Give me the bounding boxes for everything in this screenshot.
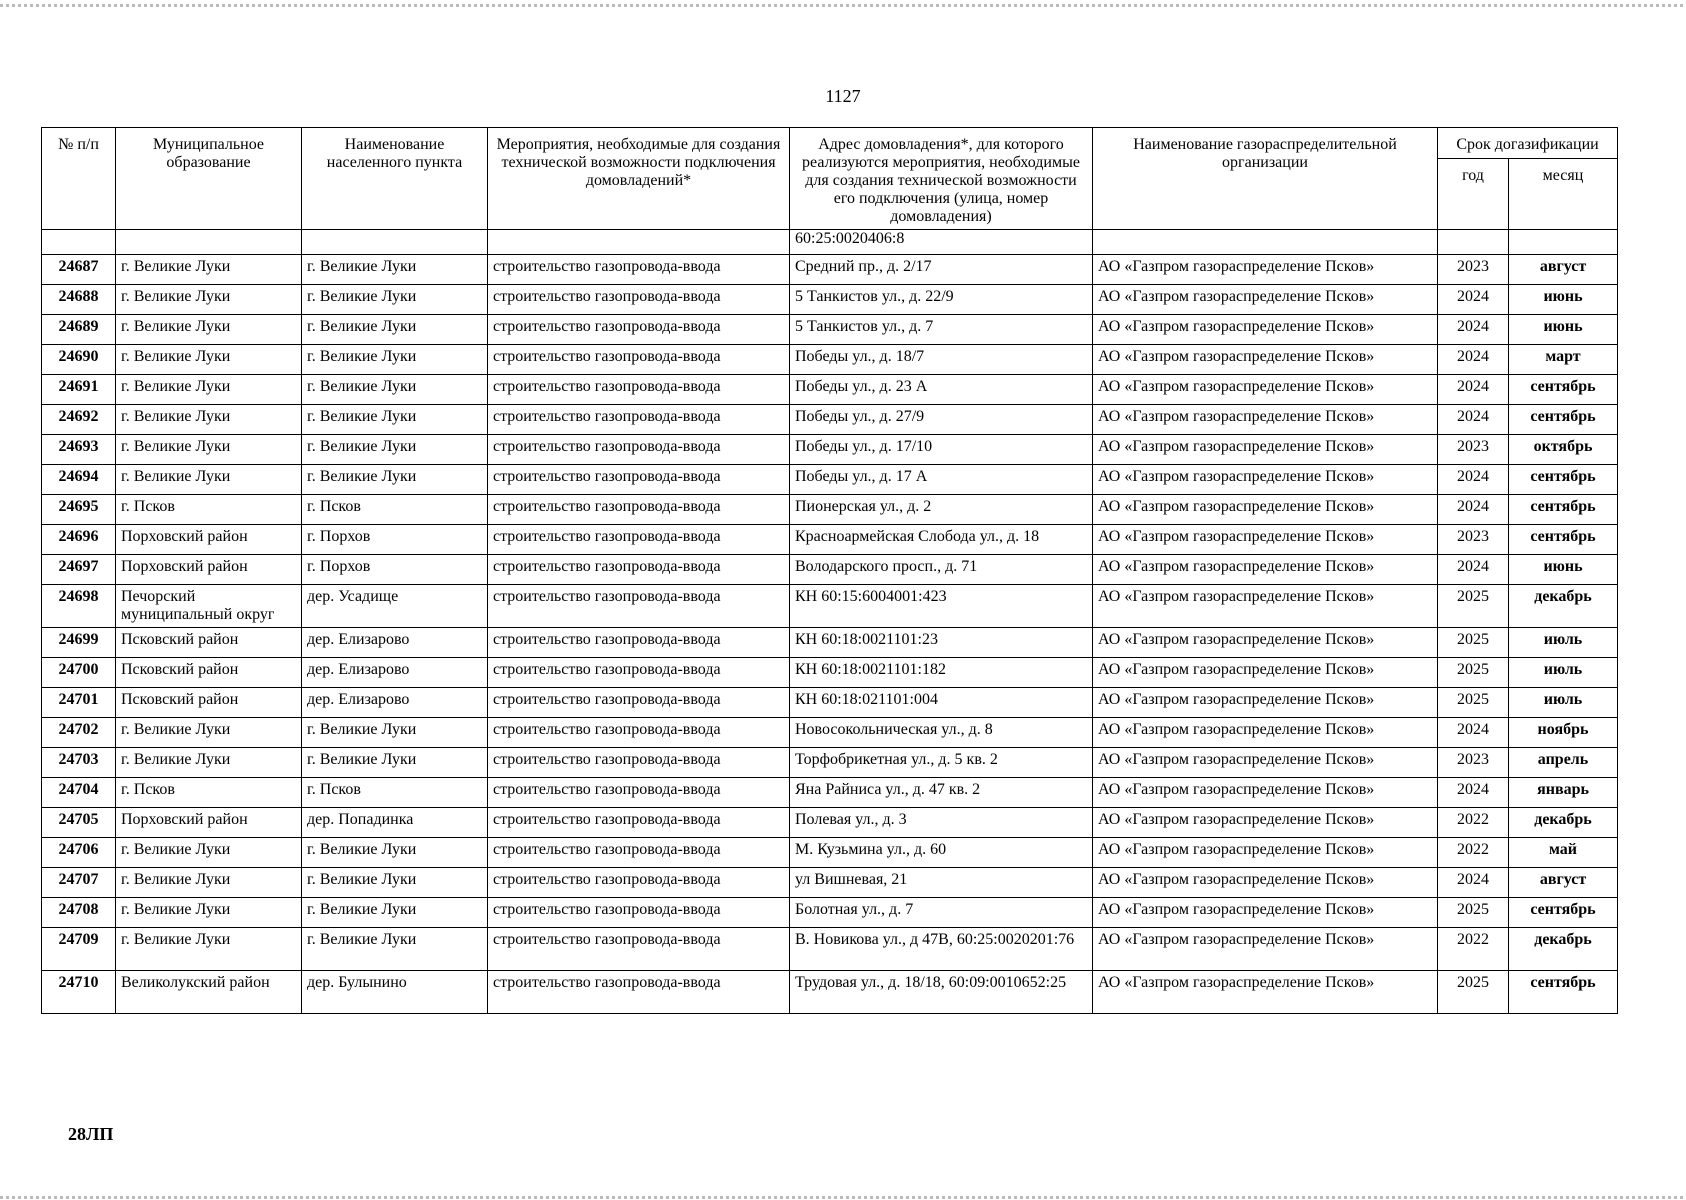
cell-municipality: г. Великие Луки bbox=[116, 375, 302, 405]
cell-organization: АО «Газпром газораспределение Псков» bbox=[1093, 868, 1438, 898]
cell-empty bbox=[302, 230, 488, 255]
cell-settlement: г. Великие Луки bbox=[302, 255, 488, 285]
cell-organization: АО «Газпром газораспределение Псков» bbox=[1093, 778, 1438, 808]
cell-month: октябрь bbox=[1509, 435, 1618, 465]
cell-settlement: дер. Елизарово bbox=[302, 628, 488, 658]
cell-year: 2023 bbox=[1438, 525, 1509, 555]
cell-municipality: г. Великие Луки bbox=[116, 898, 302, 928]
cell-month: июль bbox=[1509, 628, 1618, 658]
cell-organization: АО «Газпром газораспределение Псков» bbox=[1093, 405, 1438, 435]
continuation-row bbox=[42, 230, 1618, 255]
cell-year: 2023 bbox=[1438, 255, 1509, 285]
cell-address: ул Вишневая, 21 bbox=[790, 868, 1093, 898]
cell-address: 5 Танкистов ул., д. 22/9 bbox=[790, 285, 1093, 315]
cell-settlement: дер. Усадище bbox=[302, 585, 488, 628]
cell-settlement: г. Порхов bbox=[302, 525, 488, 555]
table-row bbox=[42, 465, 1618, 495]
cell-year: 2025 bbox=[1438, 971, 1509, 1014]
table-row bbox=[42, 688, 1618, 718]
cell-month: март bbox=[1509, 345, 1618, 375]
cell-year: 2024 bbox=[1438, 405, 1509, 435]
cell-municipality: г. Великие Луки bbox=[116, 748, 302, 778]
cell-num: 24709 bbox=[42, 928, 116, 971]
cell-organization: АО «Газпром газораспределение Псков» bbox=[1093, 315, 1438, 345]
table-row bbox=[42, 495, 1618, 525]
cell-municipality: Порховский район bbox=[116, 525, 302, 555]
cell-organization: АО «Газпром газораспределение Псков» bbox=[1093, 495, 1438, 525]
cell-num: 24705 bbox=[42, 808, 116, 838]
table-row bbox=[42, 555, 1618, 585]
cell-municipality: г. Великие Луки bbox=[116, 345, 302, 375]
table-row bbox=[42, 525, 1618, 555]
cell-measure: строительство газопровода-ввода bbox=[488, 808, 790, 838]
table-row bbox=[42, 285, 1618, 315]
cell-num: 24690 bbox=[42, 345, 116, 375]
cell-year: 2024 bbox=[1438, 285, 1509, 315]
cell-organization: АО «Газпром газораспределение Псков» bbox=[1093, 285, 1438, 315]
cell-year: 2024 bbox=[1438, 375, 1509, 405]
cell-measure: строительство газопровода-ввода bbox=[488, 928, 790, 971]
cell-municipality: Великолукский район bbox=[116, 971, 302, 1014]
cell-measure: строительство газопровода-ввода bbox=[488, 748, 790, 778]
header-address: Адрес домовладения*, для которого реализуются мероприятия, необходимые для создания технической возможности его подключения (улица, номер домовладения) bbox=[790, 128, 1093, 230]
cell-year: 2023 bbox=[1438, 435, 1509, 465]
cell-settlement: г. Великие Луки bbox=[302, 405, 488, 435]
cell-organization: АО «Газпром газораспределение Псков» bbox=[1093, 898, 1438, 928]
cell-organization: АО «Газпром газораспределение Псков» bbox=[1093, 688, 1438, 718]
cell-municipality: Печорский муниципальный округ bbox=[116, 585, 302, 628]
cell-measure: строительство газопровода-ввода bbox=[488, 405, 790, 435]
cell-address: КН 60:18:0021101:182 bbox=[790, 658, 1093, 688]
cell-municipality: г. Великие Луки bbox=[116, 435, 302, 465]
cell-municipality: г. Великие Луки bbox=[116, 838, 302, 868]
cell-organization: АО «Газпром газораспределение Псков» bbox=[1093, 435, 1438, 465]
cell-month: декабрь bbox=[1509, 928, 1618, 971]
cell-address: М. Кузьмина ул., д. 60 bbox=[790, 838, 1093, 868]
cell-address: Красноармейская Слобода ул., д. 18 bbox=[790, 525, 1093, 555]
cell-num: 24700 bbox=[42, 658, 116, 688]
cell-measure: строительство газопровода-ввода bbox=[488, 838, 790, 868]
cell-year: 2022 bbox=[1438, 808, 1509, 838]
table-row bbox=[42, 928, 1618, 971]
cell-month: ноябрь bbox=[1509, 718, 1618, 748]
header-month: месяц bbox=[1509, 158, 1618, 229]
cell-settlement: г. Великие Луки bbox=[302, 868, 488, 898]
cell-organization: АО «Газпром газораспределение Псков» bbox=[1093, 255, 1438, 285]
cell-measure: строительство газопровода-ввода bbox=[488, 658, 790, 688]
cell-month: декабрь bbox=[1509, 808, 1618, 838]
header-organization: Наименование газораспределительной организации bbox=[1093, 128, 1438, 230]
cell-empty bbox=[1093, 230, 1438, 255]
cell-num: 24710 bbox=[42, 971, 116, 1014]
cell-settlement: г. Великие Луки bbox=[302, 928, 488, 971]
cell-num: 24695 bbox=[42, 495, 116, 525]
cell-month: сентябрь bbox=[1509, 971, 1618, 1014]
cell-year: 2023 bbox=[1438, 748, 1509, 778]
cell-measure: строительство газопровода-ввода bbox=[488, 375, 790, 405]
cell-organization: АО «Газпром газораспределение Псков» bbox=[1093, 375, 1438, 405]
cell-month: июль bbox=[1509, 688, 1618, 718]
cell-month: сентябрь bbox=[1509, 405, 1618, 435]
cell-settlement: г. Великие Луки bbox=[302, 375, 488, 405]
cell-measure: строительство газопровода-ввода bbox=[488, 688, 790, 718]
cell-settlement: г. Великие Луки bbox=[302, 898, 488, 928]
table-row bbox=[42, 405, 1618, 435]
cell-year: 2025 bbox=[1438, 658, 1509, 688]
cell-municipality: г. Великие Луки bbox=[116, 868, 302, 898]
cell-organization: АО «Газпром газораспределение Псков» bbox=[1093, 555, 1438, 585]
cell-settlement: дер. Попадинка bbox=[302, 808, 488, 838]
cell-month: декабрь bbox=[1509, 585, 1618, 628]
cell-municipality: г. Псков bbox=[116, 495, 302, 525]
continuation-address: 60:25:0020406:8 bbox=[790, 230, 1093, 255]
cell-num: 24707 bbox=[42, 868, 116, 898]
scan-edge-bottom bbox=[0, 1196, 1686, 1199]
cell-organization: АО «Газпром газораспределение Псков» bbox=[1093, 585, 1438, 628]
cell-municipality: Псковский район bbox=[116, 658, 302, 688]
header-year: год bbox=[1438, 158, 1509, 229]
table-row bbox=[42, 375, 1618, 405]
table-body bbox=[42, 230, 1618, 1014]
table-row bbox=[42, 898, 1618, 928]
cell-num: 24708 bbox=[42, 898, 116, 928]
cell-num: 24696 bbox=[42, 525, 116, 555]
cell-num: 24697 bbox=[42, 555, 116, 585]
cell-num: 24688 bbox=[42, 285, 116, 315]
cell-num: 24704 bbox=[42, 778, 116, 808]
cell-measure: строительство газопровода-ввода bbox=[488, 435, 790, 465]
table-row bbox=[42, 778, 1618, 808]
table-row bbox=[42, 868, 1618, 898]
cell-settlement: дер. Булынино bbox=[302, 971, 488, 1014]
cell-organization: АО «Газпром газораспределение Псков» bbox=[1093, 748, 1438, 778]
cell-measure: строительство газопровода-ввода bbox=[488, 585, 790, 628]
cell-organization: АО «Газпром газораспределение Псков» bbox=[1093, 628, 1438, 658]
cell-year: 2024 bbox=[1438, 315, 1509, 345]
cell-address: КН 60:18:0021101:23 bbox=[790, 628, 1093, 658]
cell-num: 24702 bbox=[42, 718, 116, 748]
cell-municipality: Псковский район bbox=[116, 688, 302, 718]
cell-year: 2024 bbox=[1438, 555, 1509, 585]
cell-settlement: г. Великие Луки bbox=[302, 315, 488, 345]
cell-settlement: г. Великие Луки bbox=[302, 838, 488, 868]
cell-address: Победы ул., д. 18/7 bbox=[790, 345, 1093, 375]
cell-municipality: г. Великие Луки bbox=[116, 405, 302, 435]
cell-month: сентябрь bbox=[1509, 375, 1618, 405]
cell-address: Победы ул., д. 17/10 bbox=[790, 435, 1093, 465]
cell-municipality: Порховский район bbox=[116, 808, 302, 838]
cell-address: Победы ул., д. 23 А bbox=[790, 375, 1093, 405]
cell-municipality: г. Великие Луки bbox=[116, 928, 302, 971]
cell-settlement: г. Великие Луки bbox=[302, 465, 488, 495]
table-row bbox=[42, 718, 1618, 748]
cell-empty bbox=[42, 230, 116, 255]
cell-address: Болотная ул., д. 7 bbox=[790, 898, 1093, 928]
cell-month: сентябрь bbox=[1509, 465, 1618, 495]
cell-municipality: г. Великие Луки bbox=[116, 465, 302, 495]
cell-measure: строительство газопровода-ввода bbox=[488, 495, 790, 525]
cell-address: Трудовая ул., д. 18/18, 60:09:0010652:25 bbox=[790, 971, 1093, 1014]
cell-organization: АО «Газпром газораспределение Псков» bbox=[1093, 525, 1438, 555]
cell-settlement: дер. Елизарово bbox=[302, 658, 488, 688]
cell-year: 2025 bbox=[1438, 585, 1509, 628]
cell-year: 2022 bbox=[1438, 928, 1509, 971]
cell-year: 2024 bbox=[1438, 868, 1509, 898]
cell-month: сентябрь bbox=[1509, 898, 1618, 928]
cell-address: В. Новикова ул., д 47В, 60:25:0020201:76 bbox=[790, 928, 1093, 971]
cell-num: 24694 bbox=[42, 465, 116, 495]
cell-num: 24699 bbox=[42, 628, 116, 658]
table-row bbox=[42, 748, 1618, 778]
cell-municipality: г. Великие Луки bbox=[116, 285, 302, 315]
cell-measure: строительство газопровода-ввода bbox=[488, 465, 790, 495]
table-row bbox=[42, 435, 1618, 465]
cell-measure: строительство газопровода-ввода bbox=[488, 898, 790, 928]
cell-measure: строительство газопровода-ввода bbox=[488, 285, 790, 315]
cell-municipality: г. Великие Луки bbox=[116, 255, 302, 285]
cell-measure: строительство газопровода-ввода bbox=[488, 778, 790, 808]
cell-address: Яна Райниса ул., д. 47 кв. 2 bbox=[790, 778, 1093, 808]
cell-month: сентябрь bbox=[1509, 525, 1618, 555]
cell-municipality: г. Великие Луки bbox=[116, 718, 302, 748]
cell-year: 2024 bbox=[1438, 465, 1509, 495]
cell-num: 24692 bbox=[42, 405, 116, 435]
table-row bbox=[42, 585, 1618, 628]
cell-municipality: Порховский район bbox=[116, 555, 302, 585]
header-measures: Мероприятия, необходимые для создания технической возможности подключения домовладений* bbox=[488, 128, 790, 230]
cell-address: 5 Танкистов ул., д. 7 bbox=[790, 315, 1093, 345]
cell-num: 24701 bbox=[42, 688, 116, 718]
cell-settlement: г. Великие Луки bbox=[302, 345, 488, 375]
table-row bbox=[42, 255, 1618, 285]
cell-num: 24691 bbox=[42, 375, 116, 405]
cell-organization: АО «Газпром газораспределение Псков» bbox=[1093, 808, 1438, 838]
cell-month: сентябрь bbox=[1509, 495, 1618, 525]
cell-address: Новосокольническая ул., д. 8 bbox=[790, 718, 1093, 748]
cell-settlement: г. Псков bbox=[302, 778, 488, 808]
cell-num: 24689 bbox=[42, 315, 116, 345]
cell-organization: АО «Газпром газораспределение Псков» bbox=[1093, 971, 1438, 1014]
page-number: 1127 bbox=[825, 86, 861, 106]
header-settlement: Наименование населенного пункта bbox=[302, 128, 488, 230]
header-municipality: Муниципальное образование bbox=[116, 128, 302, 230]
cell-municipality: Псковский район bbox=[116, 628, 302, 658]
table-row bbox=[42, 345, 1618, 375]
cell-num: 24703 bbox=[42, 748, 116, 778]
cell-settlement: г. Порхов bbox=[302, 555, 488, 585]
cell-municipality: г. Псков bbox=[116, 778, 302, 808]
cell-settlement: г. Псков bbox=[302, 495, 488, 525]
table-header bbox=[42, 128, 1618, 230]
cell-month: апрель bbox=[1509, 748, 1618, 778]
cell-measure: строительство газопровода-ввода bbox=[488, 345, 790, 375]
cell-address: КН 60:15:6004001:423 bbox=[790, 585, 1093, 628]
cell-address: Володарского просп., д. 71 bbox=[790, 555, 1093, 585]
cell-measure: строительство газопровода-ввода bbox=[488, 315, 790, 345]
header-num: № п/п bbox=[42, 128, 116, 230]
cell-measure: строительство газопровода-ввода bbox=[488, 718, 790, 748]
header-term: Срок догазификации bbox=[1438, 128, 1618, 159]
cell-year: 2025 bbox=[1438, 898, 1509, 928]
cell-month: июнь bbox=[1509, 315, 1618, 345]
cell-organization: АО «Газпром газораспределение Псков» bbox=[1093, 465, 1438, 495]
table-row bbox=[42, 658, 1618, 688]
cell-address: Средний пр., д. 2/17 bbox=[790, 255, 1093, 285]
cell-empty bbox=[1438, 230, 1509, 255]
table-row bbox=[42, 971, 1618, 1014]
cell-measure: строительство газопровода-ввода bbox=[488, 628, 790, 658]
cell-organization: АО «Газпром газораспределение Псков» bbox=[1093, 345, 1438, 375]
cell-measure: строительство газопровода-ввода bbox=[488, 255, 790, 285]
cell-year: 2024 bbox=[1438, 718, 1509, 748]
cell-month: июнь bbox=[1509, 285, 1618, 315]
footer-code: 28ЛП bbox=[68, 1124, 114, 1144]
cell-address: Победы ул., д. 27/9 bbox=[790, 405, 1093, 435]
cell-municipality: г. Великие Луки bbox=[116, 315, 302, 345]
cell-month: июнь bbox=[1509, 555, 1618, 585]
table-row bbox=[42, 315, 1618, 345]
cell-settlement: г. Великие Луки bbox=[302, 748, 488, 778]
cell-month: январь bbox=[1509, 778, 1618, 808]
gasification-table bbox=[41, 127, 1618, 1014]
cell-year: 2024 bbox=[1438, 345, 1509, 375]
table-row bbox=[42, 838, 1618, 868]
cell-empty bbox=[488, 230, 790, 255]
cell-settlement: дер. Елизарово bbox=[302, 688, 488, 718]
cell-year: 2024 bbox=[1438, 495, 1509, 525]
cell-address: Торфобрикетная ул., д. 5 кв. 2 bbox=[790, 748, 1093, 778]
cell-year: 2025 bbox=[1438, 628, 1509, 658]
cell-measure: строительство газопровода-ввода bbox=[488, 525, 790, 555]
cell-organization: АО «Газпром газораспределение Псков» bbox=[1093, 658, 1438, 688]
cell-num: 24687 bbox=[42, 255, 116, 285]
cell-address: Победы ул., д. 17 А bbox=[790, 465, 1093, 495]
cell-year: 2024 bbox=[1438, 778, 1509, 808]
cell-address: Полевая ул., д. 3 bbox=[790, 808, 1093, 838]
cell-settlement: г. Великие Луки bbox=[302, 435, 488, 465]
scan-edge-top bbox=[0, 4, 1686, 7]
cell-num: 24706 bbox=[42, 838, 116, 868]
cell-measure: строительство газопровода-ввода bbox=[488, 868, 790, 898]
cell-measure: строительство газопровода-ввода bbox=[488, 555, 790, 585]
cell-measure: строительство газопровода-ввода bbox=[488, 971, 790, 1014]
cell-empty bbox=[1509, 230, 1618, 255]
cell-empty bbox=[116, 230, 302, 255]
cell-num: 24693 bbox=[42, 435, 116, 465]
cell-month: август bbox=[1509, 255, 1618, 285]
cell-month: июль bbox=[1509, 658, 1618, 688]
cell-organization: АО «Газпром газораспределение Псков» bbox=[1093, 718, 1438, 748]
cell-year: 2022 bbox=[1438, 838, 1509, 868]
cell-month: август bbox=[1509, 868, 1618, 898]
cell-month: май bbox=[1509, 838, 1618, 868]
cell-year: 2025 bbox=[1438, 688, 1509, 718]
cell-settlement: г. Великие Луки bbox=[302, 718, 488, 748]
cell-organization: АО «Газпром газораспределение Псков» bbox=[1093, 838, 1438, 868]
cell-num: 24698 bbox=[42, 585, 116, 628]
table-row bbox=[42, 808, 1618, 838]
table-row bbox=[42, 628, 1618, 658]
cell-organization: АО «Газпром газораспределение Псков» bbox=[1093, 928, 1438, 971]
cell-settlement: г. Великие Луки bbox=[302, 285, 488, 315]
cell-address: КН 60:18:021101:004 bbox=[790, 688, 1093, 718]
cell-address: Пионерская ул., д. 2 bbox=[790, 495, 1093, 525]
